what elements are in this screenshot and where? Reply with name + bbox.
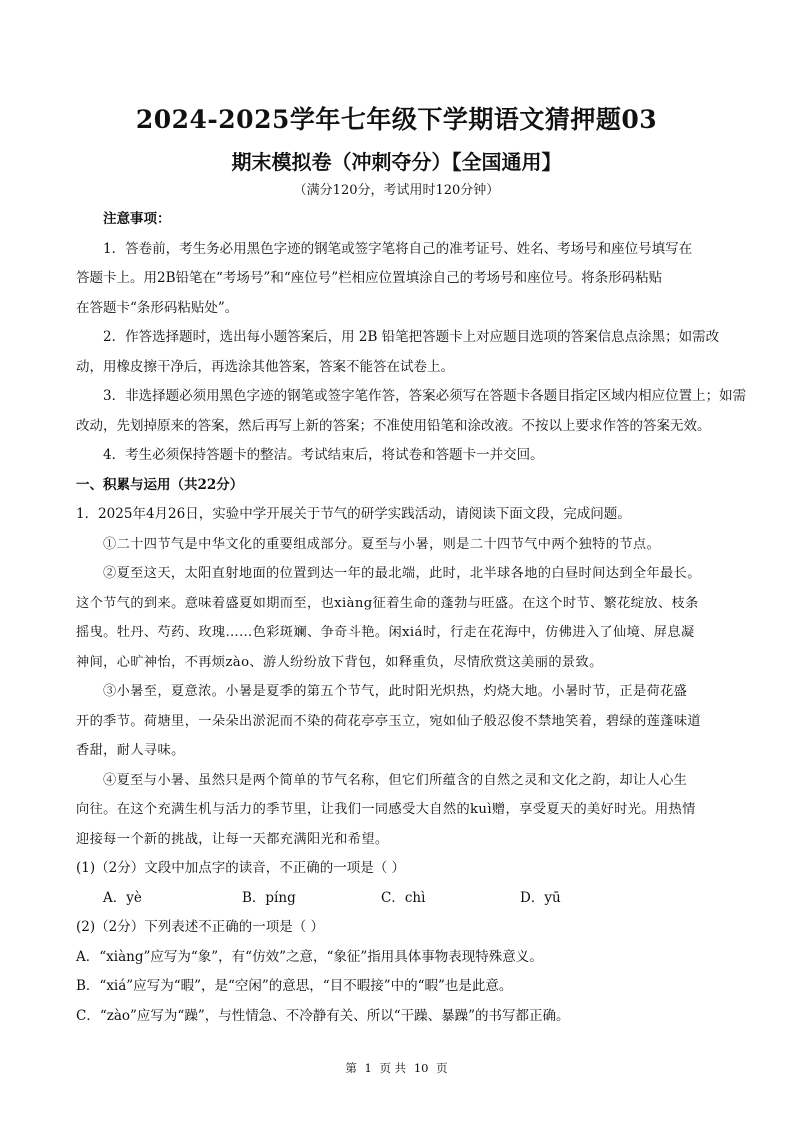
question-1-stem: 1．2025年4月26日，实验中学开展关于节气的研学实践活动，请阅读下面文段，完成问题。 bbox=[76, 506, 631, 522]
option-c: C．“zào”应写为“躁”，与性情急、不冷静有关、所以“干躁、暴躁”的书写都正确。 bbox=[76, 1007, 570, 1024]
notice-line: 动，用橡皮擦干净后，再选涂其他答案，答案不能答在试卷上。 bbox=[76, 358, 454, 375]
passage-line: 这个节气的到来。意味着盛夏如期而至，也xiàng征着生命的蓬勃与旺盛。在这个时节、繁花绽放、枝条 bbox=[76, 595, 699, 611]
notice-line: 改动，先划掉原来的答案，然后再写上新的答案；不准使用铅笔和涂改液。不按以上要求作答的答案无效。 bbox=[76, 417, 711, 434]
notice-line: 4．考生必须保持答题卡的整洁。考试结束后，将试卷和答题卡一并交回。 bbox=[103, 447, 544, 463]
page-label-suffix: 页 bbox=[436, 1061, 448, 1075]
notice-line: 在答题卡“条形码粘贴处”。 bbox=[76, 299, 239, 316]
section-heading: 一、积累与运用（共22分） bbox=[76, 476, 244, 493]
page-number: 1 bbox=[364, 1061, 372, 1075]
notice-line: 答题卡上。用2B铅笔在“考场号”和“座位号”栏相应位置填涂自己的考场号和座位号。将条形码粘贴 bbox=[76, 270, 663, 286]
passage-line: ④夏至与小暑、虽然只是两个简单的节气名称，但它们所蕴含的自然之灵和文化之韵，却让人心生 bbox=[103, 772, 688, 788]
page-title: 2024-2025学年七年级下学期语文猜押题03 bbox=[135, 105, 658, 134]
sub-question-1-stem: (1)（2分）文段中加点字的读音，不正确的一项是（ ） bbox=[76, 860, 406, 876]
exam-meta: （满分120分，考试用时120分钟） bbox=[293, 183, 500, 198]
sub-question-2-stem: (2)（2分）下列表述不正确的一项是（ ） bbox=[76, 919, 325, 935]
option-c: C．chì bbox=[381, 889, 426, 906]
notice-line: 1．答卷前，考生务必用黑色字迹的钢笔或签字笔将自己的准考证号、姓名、考场号和座位号填写在 bbox=[103, 240, 693, 257]
page-subtitle: 期末模拟卷（冲刺夺分）【全国通用】 bbox=[231, 150, 562, 174]
passage-line: 向往。在这个充满生机与活力的季节里，让我们一同感受大自然的kuì赠，享受夏天的美好时光。用热情 bbox=[76, 802, 696, 817]
sub-question-1-options bbox=[76, 884, 720, 914]
passage-line: 神间，心旷神怡，不再烦zào、游人纷纷放下背包，如释重负，尽情欣赏这美丽的景致。 bbox=[76, 654, 603, 670]
exam-body bbox=[76, 205, 747, 1031]
option-a: A．“xiàng”应写为“象”，有“仿效”之意，“象征”指用具体事物表现特殊意义。 bbox=[76, 948, 543, 965]
page-total: 10 bbox=[413, 1061, 429, 1075]
notice-line: 3．非选择题必须用黑色字迹的钢笔或签字笔作答，答案必须写在答题卡各题目指定区域内相应位置上；如需 bbox=[103, 388, 747, 404]
page-label-prefix: 第 bbox=[345, 1061, 357, 1075]
passage-line: 摇曳。牡丹、芍药、玫瑰……色彩斑斓、争奇斗艳。闲xiá时，行走在花海中，仿佛进入了仙境、屏息凝 bbox=[76, 625, 695, 640]
passage-line: 香甜，耐人寻味。 bbox=[76, 743, 185, 758]
page-footer bbox=[0, 1060, 793, 1076]
passage-line: ②夏至这天，太阳直射地面的位置到达一年的最北端，此时，北半球各地的白昼时间达到全年最长。 bbox=[103, 566, 701, 581]
passage-line: 开的季节。荷塘里，一朵朵出淤泥而不染的荷花亭亭玉立，宛如仙子般忍俊不禁地笑着，碧绿的莲蓬味道 bbox=[76, 713, 702, 729]
passage-line: ①二十四节气是中华文化的重要组成部分。夏至与小暑，则是二十四节气中两个独特的节点。 bbox=[103, 536, 661, 552]
option-b: B．“xiá”应写为“暇”，是“空闲”的意思，“目不暇接”中的“暇”也是此意。 bbox=[76, 978, 513, 994]
page-label-mid: 页 共 bbox=[379, 1061, 407, 1075]
passage-line: 迎接每一个新的挑战，让每一天都充满阳光和希望。 bbox=[76, 831, 389, 847]
notice-heading: 注意事项： bbox=[103, 211, 171, 227]
passage-line: ③小暑至，夏意浓。小暑是夏季的第五个节气，此时阳光炽热，灼烧大地。小暑时节，正是荷花盛 bbox=[103, 684, 688, 699]
option-d: D．yū bbox=[520, 889, 561, 906]
option-b: B．píng bbox=[242, 889, 296, 906]
notice-line: 2．作答选择题时，选出每小题答案后，用 2B 铅笔把答题卡上对应题目选项的答案信息点涂黑；如需改 bbox=[103, 329, 720, 345]
option-a: A．yè bbox=[103, 889, 142, 906]
